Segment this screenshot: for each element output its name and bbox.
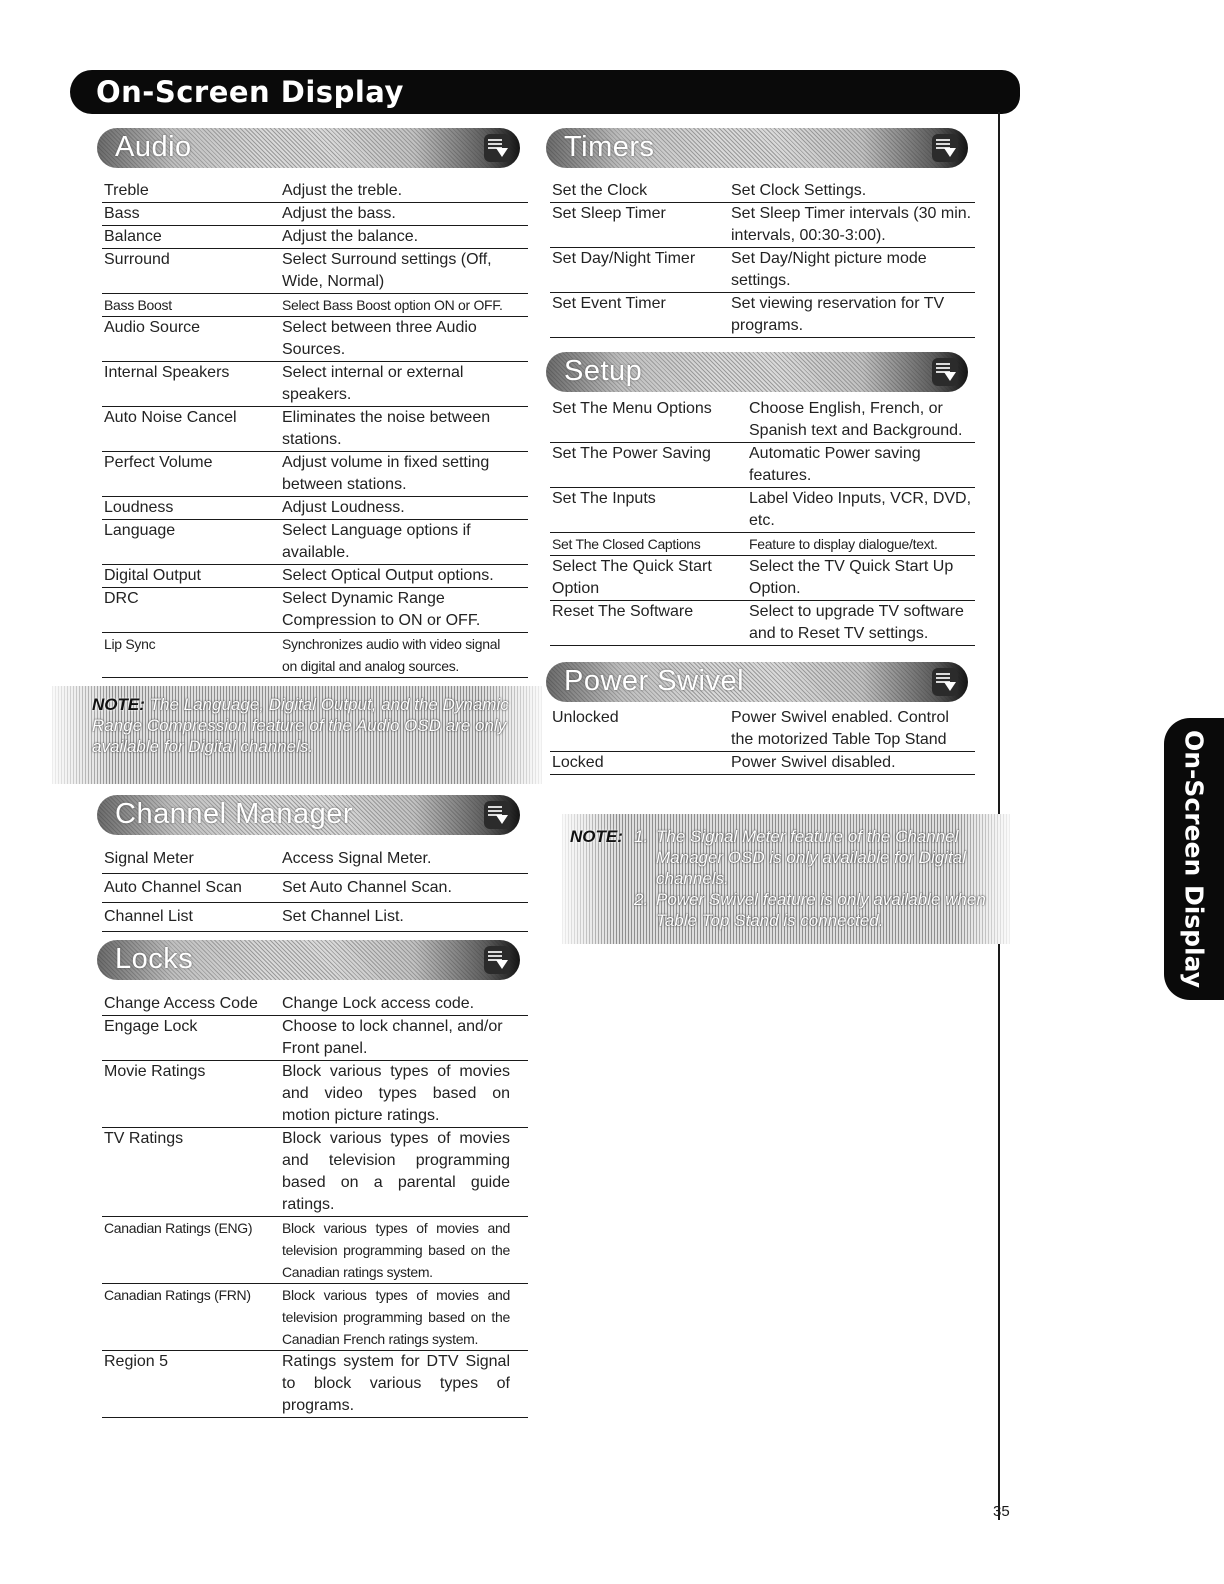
- row-description: Power Swivel disabled.: [731, 754, 896, 771]
- note-right-item1: The Signal Meter feature of the Channel Manager OSD is only available for Digital channels.: [656, 827, 966, 888]
- row-description: Adjust the bass.: [282, 205, 396, 222]
- row-label: Reset The Software: [552, 603, 694, 620]
- power-swivel-header-title: Power Swivel: [564, 665, 745, 697]
- row-label: Set The Power Saving: [552, 445, 711, 462]
- row-description: Block various types of movies and video types based on motion picture ratings.: [282, 1063, 510, 1124]
- table-row: [550, 556, 975, 601]
- row-description: Adjust Loudness.: [282, 499, 405, 516]
- row-label: Set Sleep Timer: [552, 205, 666, 222]
- note-left-text: The Language, Digital Output, and the Dynamic Range Compression feature of the Audio OSD are only available for Digital channels.: [92, 695, 509, 756]
- audio-header-title: Audio: [115, 131, 192, 163]
- row-label: Bass: [104, 205, 140, 222]
- locks-header-title: Locks: [115, 943, 194, 975]
- row-label: Surround: [104, 251, 170, 268]
- row-label: Set the Clock: [552, 182, 648, 199]
- row-description: Choose to lock channel, and/or Front panel.: [282, 1018, 503, 1057]
- row-label: Set The Menu Options: [552, 400, 712, 417]
- table-row: [102, 520, 528, 565]
- note-right: [562, 814, 1010, 944]
- page-title: On-Screen Display: [96, 75, 404, 109]
- table-row: [102, 1061, 528, 1128]
- table-row: [550, 601, 975, 646]
- locks-header: [97, 940, 520, 980]
- row-label: Digital Output: [104, 567, 201, 584]
- row-description: Ratings system for DTV Signal to block various types of programs.: [282, 1353, 510, 1414]
- row-label: Signal Meter: [104, 850, 194, 867]
- row-description: Block various types of movies and television programming based on a parental guide ratings.: [282, 1130, 510, 1213]
- power-swivel-table: [550, 707, 975, 775]
- row-label: Balance: [104, 228, 162, 245]
- table-row: [102, 588, 528, 633]
- menu-arrow-icon: [932, 134, 958, 162]
- table-row: [102, 1284, 528, 1351]
- row-description: Set Clock Settings.: [731, 182, 867, 199]
- row-label: Bass Boost: [104, 297, 172, 313]
- row-description: Adjust the treble.: [282, 182, 403, 199]
- row-label: Loudness: [104, 499, 174, 516]
- row-description: Feature to display dialogue/text.: [749, 536, 938, 552]
- side-tab: [1164, 718, 1224, 1000]
- note-left-label: NOTE:: [92, 695, 145, 714]
- row-description: Set Sleep Timer intervals (30 min. intervals, 00:30-3:00).: [731, 205, 972, 244]
- row-label: Treble: [104, 182, 149, 199]
- menu-arrow-icon: [484, 134, 510, 162]
- table-row: [550, 180, 975, 203]
- table-row: [102, 874, 528, 903]
- row-label: Auto Noise Cancel: [104, 409, 237, 426]
- row-description: Block various types of movies and television programming based on the Canadian ratings system.: [282, 1220, 510, 1280]
- table-row: [102, 180, 528, 203]
- table-row: [102, 249, 528, 294]
- table-row: [550, 488, 975, 533]
- table-row: [550, 398, 975, 443]
- menu-arrow-icon: [484, 801, 510, 829]
- row-description: Access Signal Meter.: [282, 850, 432, 867]
- row-label: Lip Sync: [104, 636, 156, 652]
- row-label: Auto Channel Scan: [104, 879, 242, 896]
- setup-table: [550, 398, 975, 646]
- note-right-item1-num: 1.: [634, 827, 649, 846]
- channel-manager-header: [97, 795, 520, 835]
- timers-header-title: Timers: [564, 131, 655, 163]
- table-row: [550, 248, 975, 293]
- row-label: Canadian Ratings (FRN): [104, 1287, 251, 1303]
- row-label: Locked: [552, 754, 604, 771]
- row-description: Set Channel List.: [282, 908, 404, 925]
- channel-manager-table: [102, 845, 528, 932]
- row-label: TV Ratings: [104, 1130, 184, 1147]
- audio-header: [97, 128, 520, 168]
- row-label: Movie Ratings: [104, 1063, 206, 1080]
- page-title-banner: [70, 70, 1020, 114]
- row-description: Select Optical Output options.: [282, 567, 494, 584]
- table-row: [550, 293, 975, 338]
- note-right-label: NOTE:: [570, 827, 623, 846]
- power-swivel-header: [546, 662, 968, 702]
- table-row: [102, 1217, 528, 1284]
- row-description: Adjust the balance.: [282, 228, 419, 245]
- note-right-item2: Power Swivel feature is only available when Table Top Stand is connected.: [656, 890, 986, 930]
- row-description: Set Auto Channel Scan.: [282, 879, 452, 896]
- note-right-item2-num: 2.: [634, 890, 649, 909]
- table-row: [550, 443, 975, 488]
- row-description: Select the TV Quick Start Up Option.: [749, 558, 954, 597]
- row-description: Select Bass Boost option ON or OFF.: [282, 297, 503, 313]
- table-row: [102, 226, 528, 249]
- table-row: [102, 407, 528, 452]
- note-left: [52, 686, 542, 784]
- timers-table: [550, 180, 975, 338]
- table-row: [102, 993, 528, 1016]
- menu-arrow-icon: [932, 358, 958, 386]
- row-label: Perfect Volume: [104, 454, 213, 471]
- row-label: Channel List: [104, 908, 193, 925]
- page-number: 35: [993, 1503, 1010, 1520]
- table-row: [102, 452, 528, 497]
- row-description: Eliminates the noise between stations.: [282, 409, 491, 448]
- row-description: Select between three Audio Sources.: [282, 319, 477, 358]
- row-description: Synchronizes audio with video signal on digital and analog sources.: [282, 636, 500, 674]
- row-label: Set The Inputs: [552, 490, 656, 507]
- table-row: [102, 903, 528, 932]
- locks-table: [102, 993, 528, 1418]
- row-label: Set The Closed Captions: [552, 536, 701, 552]
- table-row: [102, 845, 528, 874]
- row-description: Select internal or external speakers.: [282, 364, 464, 403]
- table-row: [102, 317, 528, 362]
- row-description: Choose English, French, or Spanish text and Background.: [749, 400, 963, 439]
- row-label: Set Event Timer: [552, 295, 666, 312]
- row-description: Block various types of movies and television programming based on the Canadian French ratings system.: [282, 1287, 510, 1347]
- row-description: Set Day/Night picture mode settings.: [731, 250, 927, 289]
- side-tab-label: On-Screen Display: [1179, 729, 1209, 989]
- row-label: Canadian Ratings (ENG): [104, 1220, 253, 1236]
- channel-manager-header-title: Channel Manager: [115, 798, 354, 830]
- row-label: Audio Source: [104, 319, 201, 336]
- table-row: [102, 362, 528, 407]
- row-label: Change Access Code: [104, 995, 258, 1012]
- timers-header: [546, 128, 968, 168]
- setup-header: [546, 352, 968, 392]
- row-description: Automatic Power saving features.: [749, 445, 921, 484]
- setup-header-title: Setup: [564, 355, 643, 387]
- row-label: Unlocked: [552, 709, 619, 726]
- row-label: Internal Speakers: [104, 364, 230, 381]
- table-row: [550, 533, 975, 556]
- table-row: [102, 1016, 528, 1061]
- row-description: Change Lock access code.: [282, 995, 475, 1012]
- row-description: Select to upgrade TV software and to Reset TV settings.: [749, 603, 964, 642]
- row-description: Select Surround settings (Off, Wide, Normal): [282, 251, 492, 290]
- row-label: Set Day/Night Timer: [552, 250, 696, 267]
- row-label: Engage Lock: [104, 1018, 198, 1035]
- table-row: [102, 1128, 528, 1217]
- table-row: [102, 1351, 528, 1418]
- row-description: Adjust volume in fixed setting between stations.: [282, 454, 490, 493]
- table-row: [102, 565, 528, 588]
- table-row: [102, 294, 528, 317]
- menu-arrow-icon: [484, 946, 510, 974]
- menu-arrow-icon: [932, 668, 958, 696]
- audio-table: [102, 180, 528, 678]
- row-label: DRC: [104, 590, 139, 607]
- table-row: [550, 707, 975, 752]
- row-label: Language: [104, 522, 176, 539]
- row-description: Label Video Inputs, VCR, DVD, etc.: [749, 490, 972, 529]
- row-label: Select The Quick Start Option: [552, 558, 712, 597]
- row-description: Set viewing reservation for TV programs.: [731, 295, 945, 334]
- row-label: Region 5: [104, 1353, 169, 1370]
- table-row: [102, 203, 528, 226]
- table-row: [550, 752, 975, 775]
- row-description: Select Language options if available.: [282, 522, 471, 561]
- table-row: [550, 203, 975, 248]
- table-row: [102, 633, 528, 678]
- row-description: Select Dynamic Range Compression to ON or OFF.: [282, 590, 481, 629]
- row-description: Power Swivel enabled. Control the motorized Table Top Stand: [731, 709, 949, 748]
- table-row: [102, 497, 528, 520]
